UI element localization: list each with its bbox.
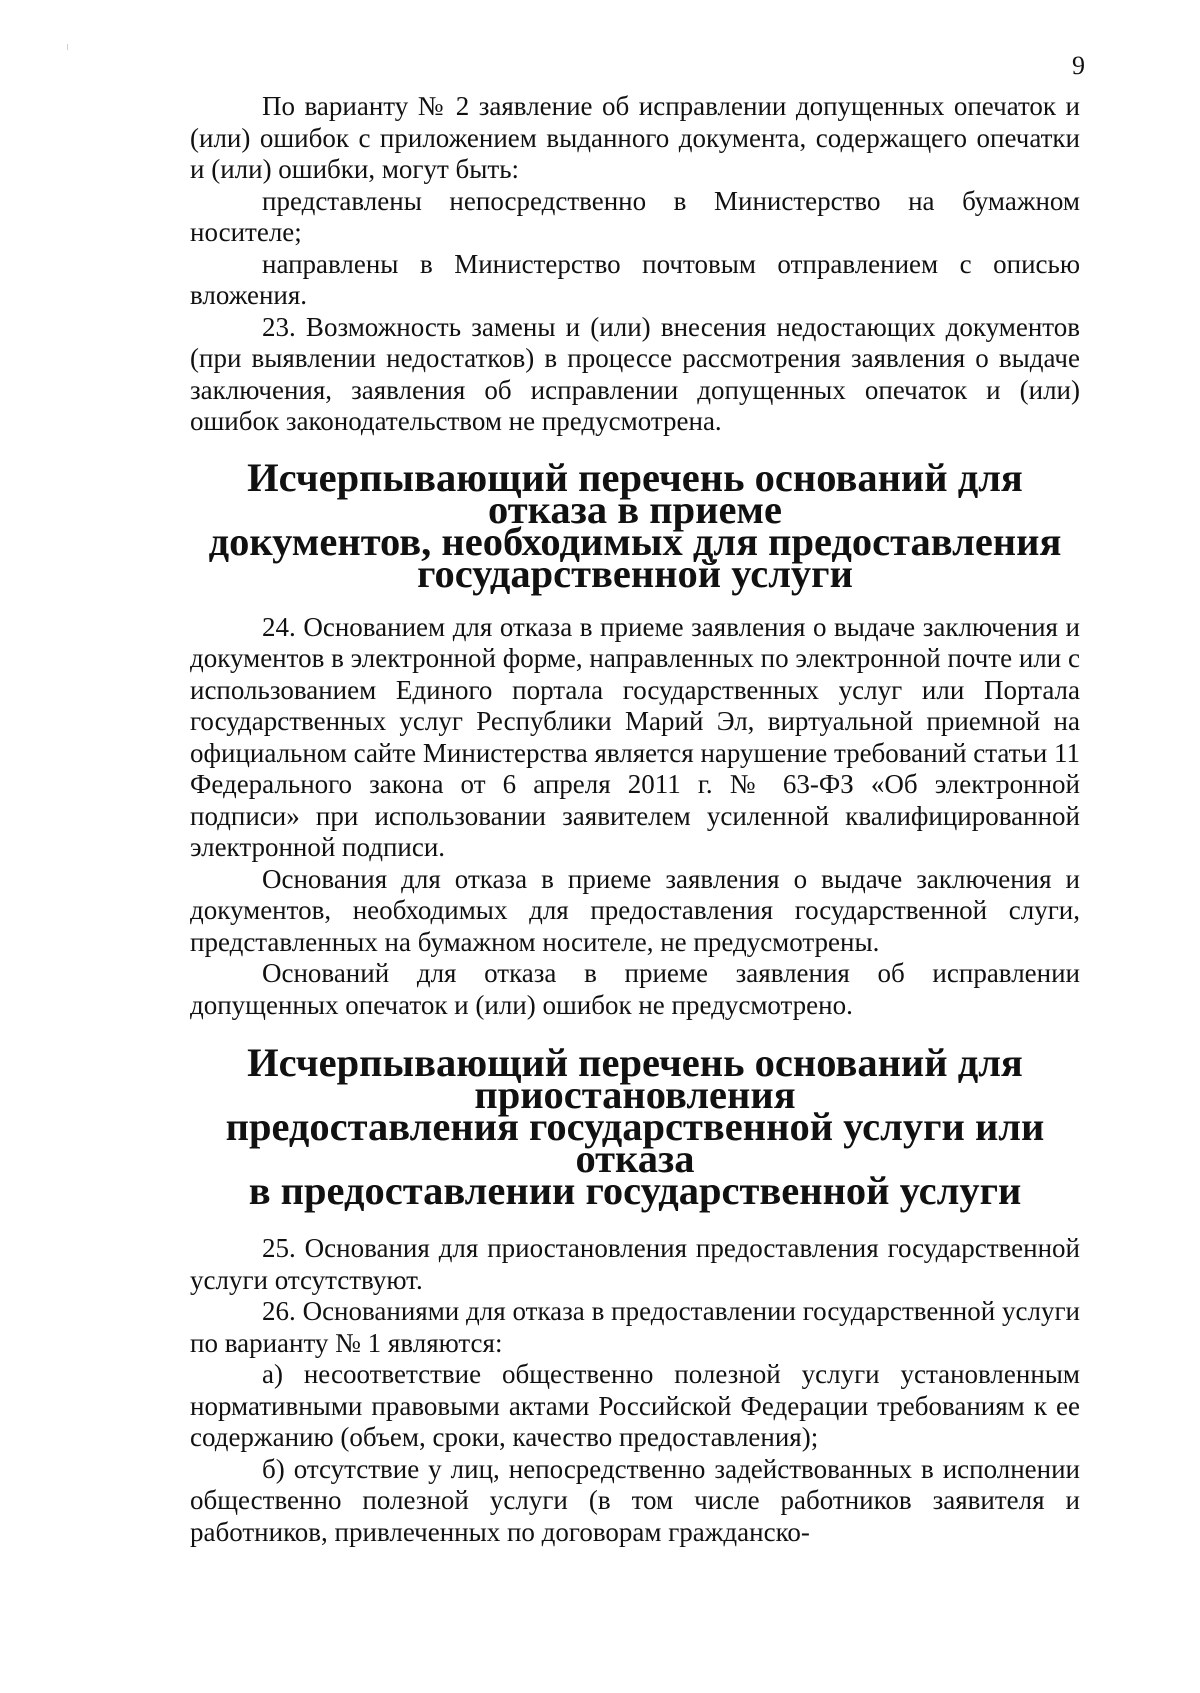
heading-line: Исчерпывающий перечень оснований для отказа в приеме — [247, 454, 1023, 532]
document-body — [190, 91, 1080, 1548]
heading-line: предоставления государственной услуги или отказа — [225, 1104, 1045, 1181]
paragraph-item-23: 23. Возможность замены и (или) внесения недостающих документов (при выявлении недостатков) в процессе рассмотрения заявления о выдаче заключения, заявления об исправлении допущенных опечаток и (или) ошибок законодательством не предусмотрена. — [190, 311, 1080, 436]
heading-line: государственной услуги — [417, 550, 853, 596]
paragraph-variant-2-intro: По варианту № 2 заявление об исправлении допущенных опечаток и (или) ошибок с приложением выданного документа, содержащего опечатки и (или) ошибки, могут быть: — [190, 91, 1080, 184]
heading-line: в предоставлении государственной услуги — [248, 1168, 1022, 1213]
section-heading-suspension-refusal — [190, 1040, 1080, 1213]
paragraph-item-26-a: а) несоответствие общественно полезной услуги установленным нормативными правовыми актами Российской Федерации требованиям к ее содержанию (объем, сроки, качество предоставления); — [190, 1359, 1080, 1452]
paragraph-postal-submission: направлены в Министерство почтовым отправлением с описью вложения. — [190, 248, 1080, 310]
section-heading-refusal-acceptance — [190, 454, 1080, 596]
paragraph-paper-grounds: Основания для отказа в приеме заявления о выдаче заключения и документов, необходимых для предоставления государственной слуги, представленных на бумажном носителе, не предусмотрены. — [190, 863, 1080, 957]
page-number: 9 — [1072, 51, 1085, 80]
paragraph-item-26: 26. Основаниями для отказа в предоставлении государственной услуги по варианту № 1 являются: — [190, 1296, 1080, 1358]
paragraph-item-25: 25. Основания для приостановления предоставления государственной услуги отсутствуют. — [190, 1233, 1080, 1295]
heading-line: Исчерпывающий перечень оснований для приостановления — [247, 1040, 1023, 1117]
paragraph-item-26-b: б) отсутствие у лиц, непосредственно задействованных в исполнении общественно полезной услуги (в том числе работников заявителя и работников, привлеченных по договорам гражданско- — [190, 1453, 1080, 1547]
paragraph-correction-grounds: Оснований для отказа в приеме заявления об исправлении допущенных опечаток и (или) ошибок не предусмотрено. — [190, 958, 1080, 1020]
paragraph-item-24: 24. Основанием для отказа в приеме заявления о выдаче заключения и документов в электронной форме, направленных по электронной почте или с использованием Единого портала государственных услуг или Портала государственных услуг Республики Марий Эл, виртуальной приемной на официальном сайте Министерства является нарушение требований статьи 11 Федерального закона от 6 апреля 2011 г. № 63-ФЗ «Об электронной подписи» при использовании заявителем усиленной квалифицированной электронной подписи. — [190, 611, 1080, 862]
scan-artifact — [67, 44, 68, 50]
paragraph-paper-submission: представлены непосредственно в Министерство на бумажном носителе; — [190, 185, 1080, 247]
heading-line: документов, необходимых для предоставления — [208, 518, 1062, 564]
